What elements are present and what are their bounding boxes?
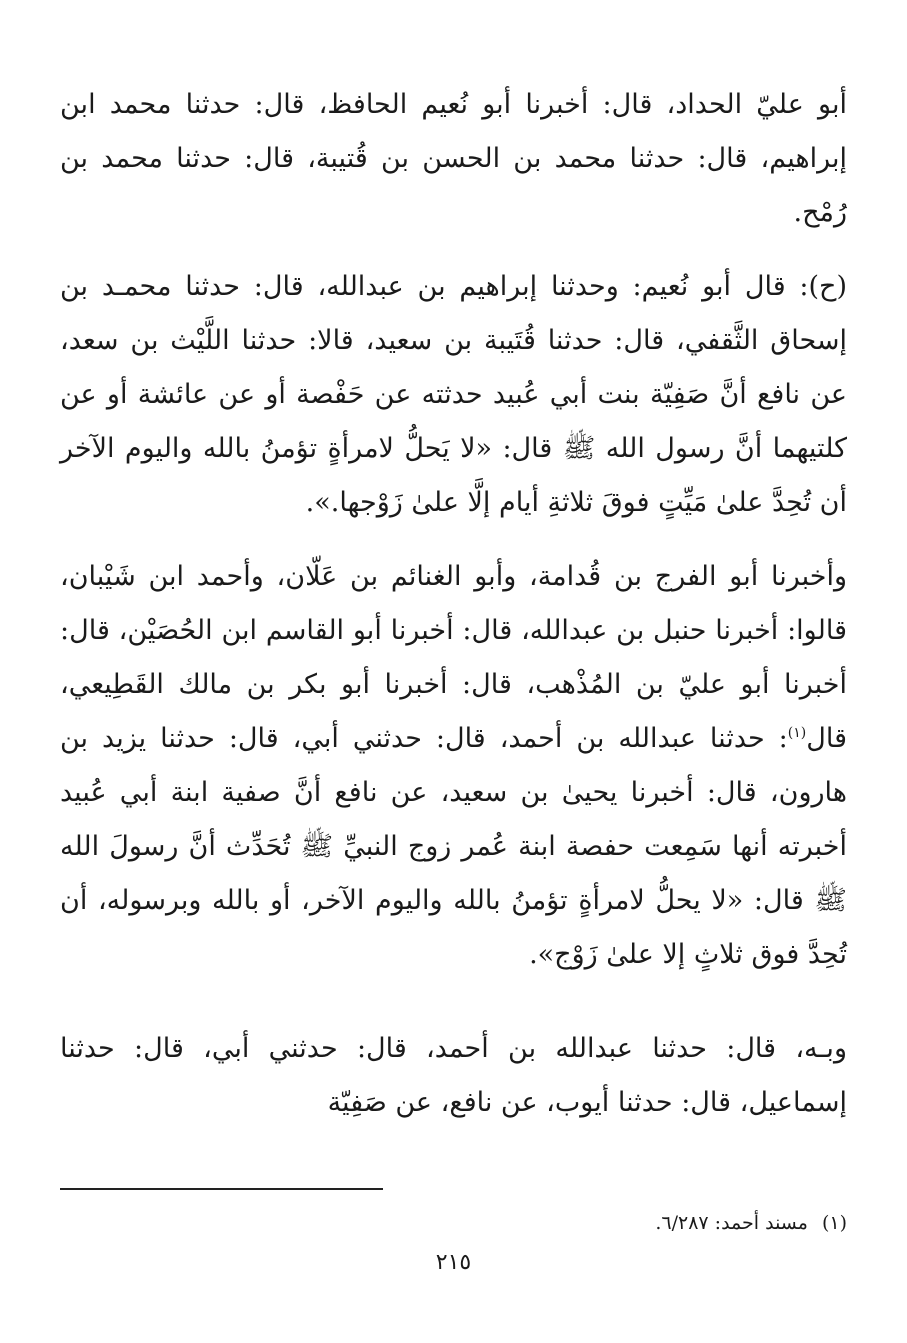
paragraph-3-rest: : حدثنا عبدالله بن أحمد، قال: حدثني أبي، قال: حدثنا يزيد بن هارون، قال: أخبرنا يحيىٰ بن سعيد، عن نافع أنَّ صفية ابنة أبي عُبيد أخبرته أنها سَمِعت حفصة ابنة عُمر زوج النبيِّ ﷺ تُحَدِّث أنَّ رسولَ الله ﷺ قال: «لا يحلُّ لامرأةٍ تؤمنُ بالله واليوم الآخر، أو بالله وبرسوله، أن تُحِدَّ فوق ثلاثٍ إلا علىٰ زَوْج».: [60, 723, 847, 970]
paragraph-3: [60, 550, 847, 982]
paragraph-4: وبـه، قال: حدثنا عبدالله بن أحمد، قال: حدثني أبي، قال: حدثنا إسماعيل، قال: حدثنا أيوب، عن نافع، عن صَفِيّة: [60, 1033, 847, 1118]
footnote-divider: [60, 1188, 383, 1190]
footnote-text: مسند أحمد: ٦/٢٨٧.: [655, 1212, 808, 1234]
paragraph-1: أبو عليّ الحداد، قال: أخبرنا أبو نُعيم الحافظ، قال: حدثنا محمد ابن إبراهيم، قال: حدثنا محمد بن الحسن بن قُتيبة، قال: حدثنا محمد بن رُمْح.: [60, 89, 847, 228]
paragraph-3-start: وأخبرنا أبو الفرج بن قُدامة، وأبو الغنائم بن عَلّان، وأحمد ابن شَيْبان، قالوا: أخبرنا حنبل بن عبدالله، قال: أخبرنا أبو القاسم ابن الحُصَيْن، قال: أخبرنا أبو عليّ بن المُذْهب، قال: أخبرنا أبو بكر بن مالك القَطِيعي، قال: [60, 561, 847, 754]
footnote-marker: (١): [787, 725, 807, 741]
page-body: [60, 78, 847, 1130]
page-number: ٢١٥: [435, 1250, 472, 1275]
paragraph-2: (ح): قال أبو نُعيم: وحدثنا إبراهيم بن عبدالله، قال: حدثنا محمـد بن إسحاق الثَّقفي، قال: حدثنا قُتَيبة بن سعيد، قالا: حدثنا اللَّيْث بن سعد، عن نافع أنَّ صَفِيّة بنت أبي عُبيد حدثته عن حَفْصة أو عن عائشة أو عن كلتيهما أنَّ رسول الله ﷺ قال: «لا يَحلُّ لامرأةٍ تؤمنُ بالله واليوم الآخر أن تُحِدَّ علىٰ مَيِّتٍ فوقَ ثلاثةِ أيام إلَّا علىٰ زَوْجها.».: [60, 271, 847, 518]
footnote: [60, 1208, 847, 1238]
footnote-number: (١): [821, 1212, 847, 1234]
